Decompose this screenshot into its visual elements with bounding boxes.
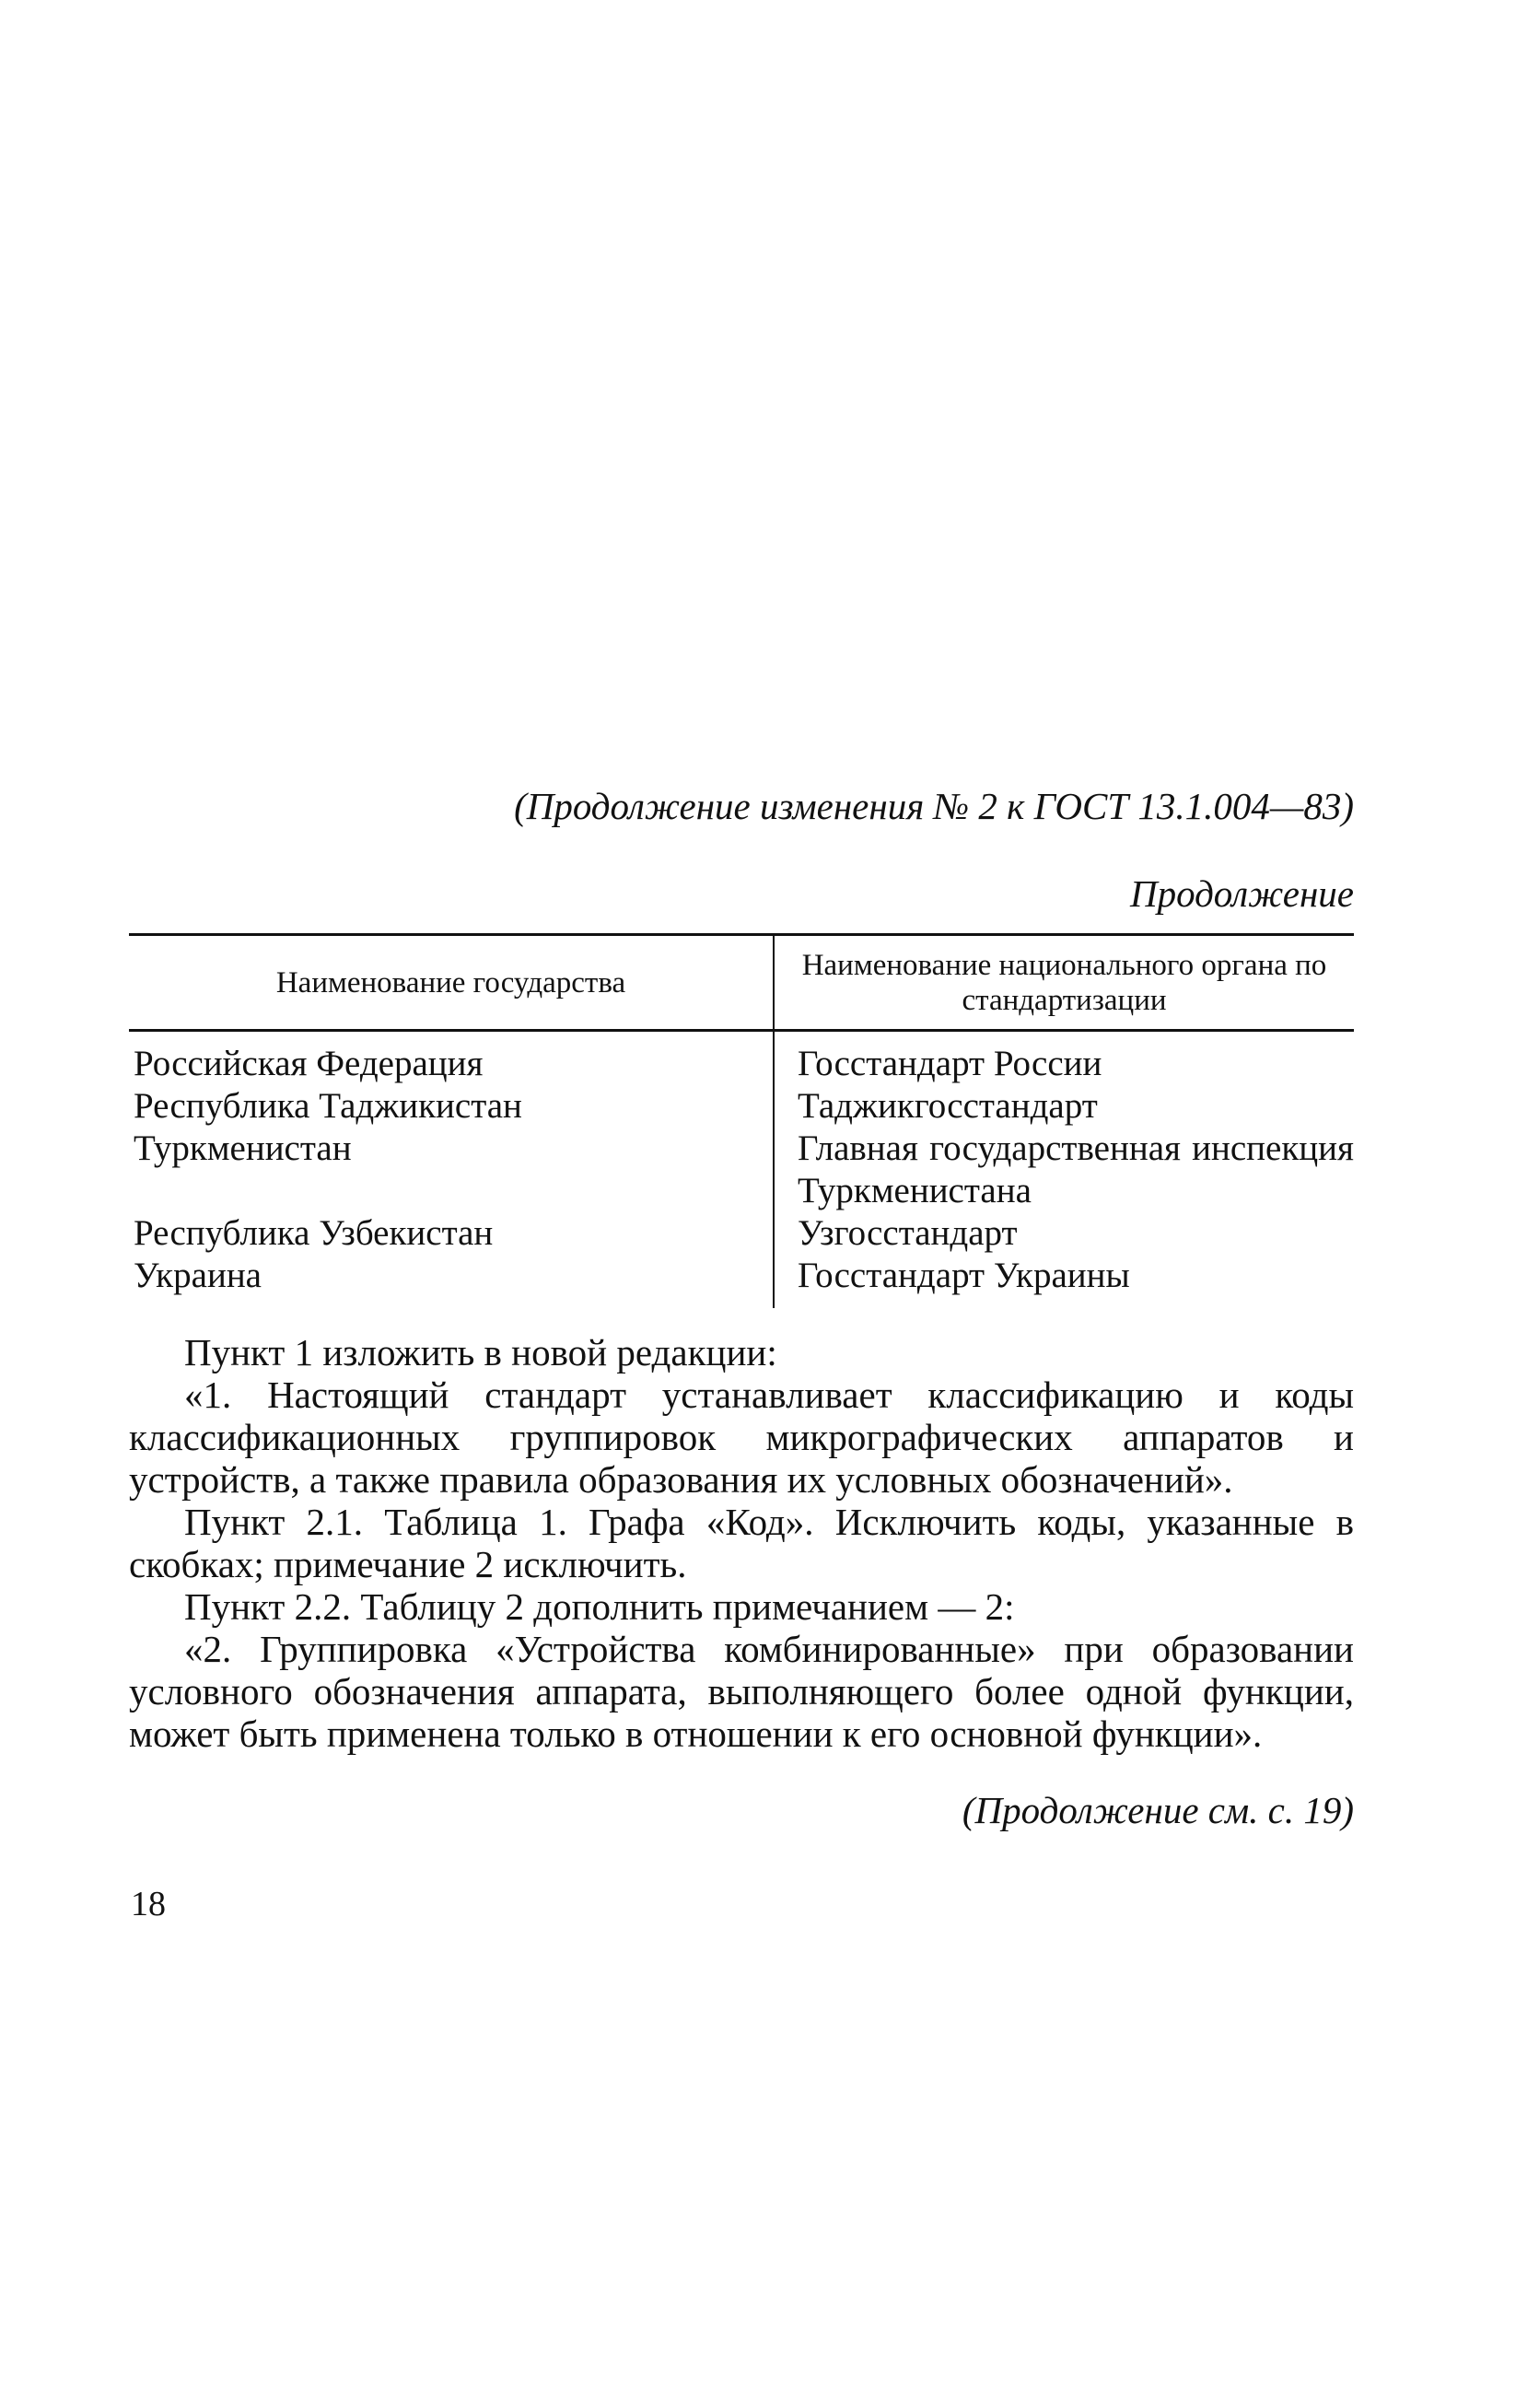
column-header-standards-body: Наименование национального органа по стандартизации <box>774 935 1354 1031</box>
column-header-state: Наименование государства <box>129 935 774 1031</box>
table-row <box>129 1128 1354 1212</box>
state-name: Украина <box>129 1255 774 1308</box>
standards-bodies-table <box>129 933 1354 1308</box>
table-row <box>129 1085 1354 1128</box>
paragraph-item-2-2-note: «2. Группировка «Устройства комбинированные» при образовании условного обозначения аппарата, выполняющего более одной функции, может быть применена только в отношении к его основной функции». <box>129 1628 1354 1755</box>
table-body <box>129 1031 1354 1309</box>
amendment-text <box>129 1331 1354 1755</box>
state-name: Республика Узбекистан <box>129 1212 774 1255</box>
standards-body-name: Госстандарт Украины <box>798 1256 1130 1295</box>
state-name: Туркменистан <box>129 1128 774 1212</box>
continuation-label: Продолжение <box>1130 872 1354 915</box>
state-name: Российская Федерация <box>129 1031 774 1086</box>
standards-body-name: Главная государственная инспекция Туркменистана <box>798 1128 1354 1210</box>
continuation-header: (Продолжение изменения № 2 к ГОСТ 13.1.004—83) <box>514 785 1354 827</box>
table-row <box>129 1255 1354 1308</box>
table-header <box>129 935 1354 1031</box>
continuation-footer: (Продолжение см. с. 19) <box>962 1789 1354 1831</box>
paragraph-item-1-text: «1. Настоящий стандарт устанавливает классификацию и коды классификационных группировок микрографических аппаратов и устройств, а также правила образования их условных обозначений». <box>129 1373 1354 1501</box>
standards-bodies-table-wrapper <box>129 933 1354 1308</box>
table-row <box>129 1212 1354 1255</box>
standards-body-name: Госстандарт России <box>798 1044 1102 1083</box>
standards-body-name: Узгосстандарт <box>798 1213 1018 1253</box>
standards-body-name: Таджикгосстандарт <box>798 1086 1098 1126</box>
state-name: Республика Таджикистан <box>129 1085 774 1128</box>
table-row <box>129 1031 1354 1086</box>
paragraph-item-2-1: Пункт 2.1. Таблица 1. Графа «Код». Исключить коды, указанные в скобках; примечание 2 исключить. <box>129 1501 1354 1585</box>
table-header-row <box>129 935 1354 1031</box>
page-number: 18 <box>131 1885 166 1923</box>
paragraph-item-2-2-heading: Пункт 2.2. Таблицу 2 дополнить примечанием — 2: <box>184 1585 1015 1628</box>
paragraph-item-1-heading: Пункт 1 изложить в новой редакции: <box>184 1331 777 1373</box>
